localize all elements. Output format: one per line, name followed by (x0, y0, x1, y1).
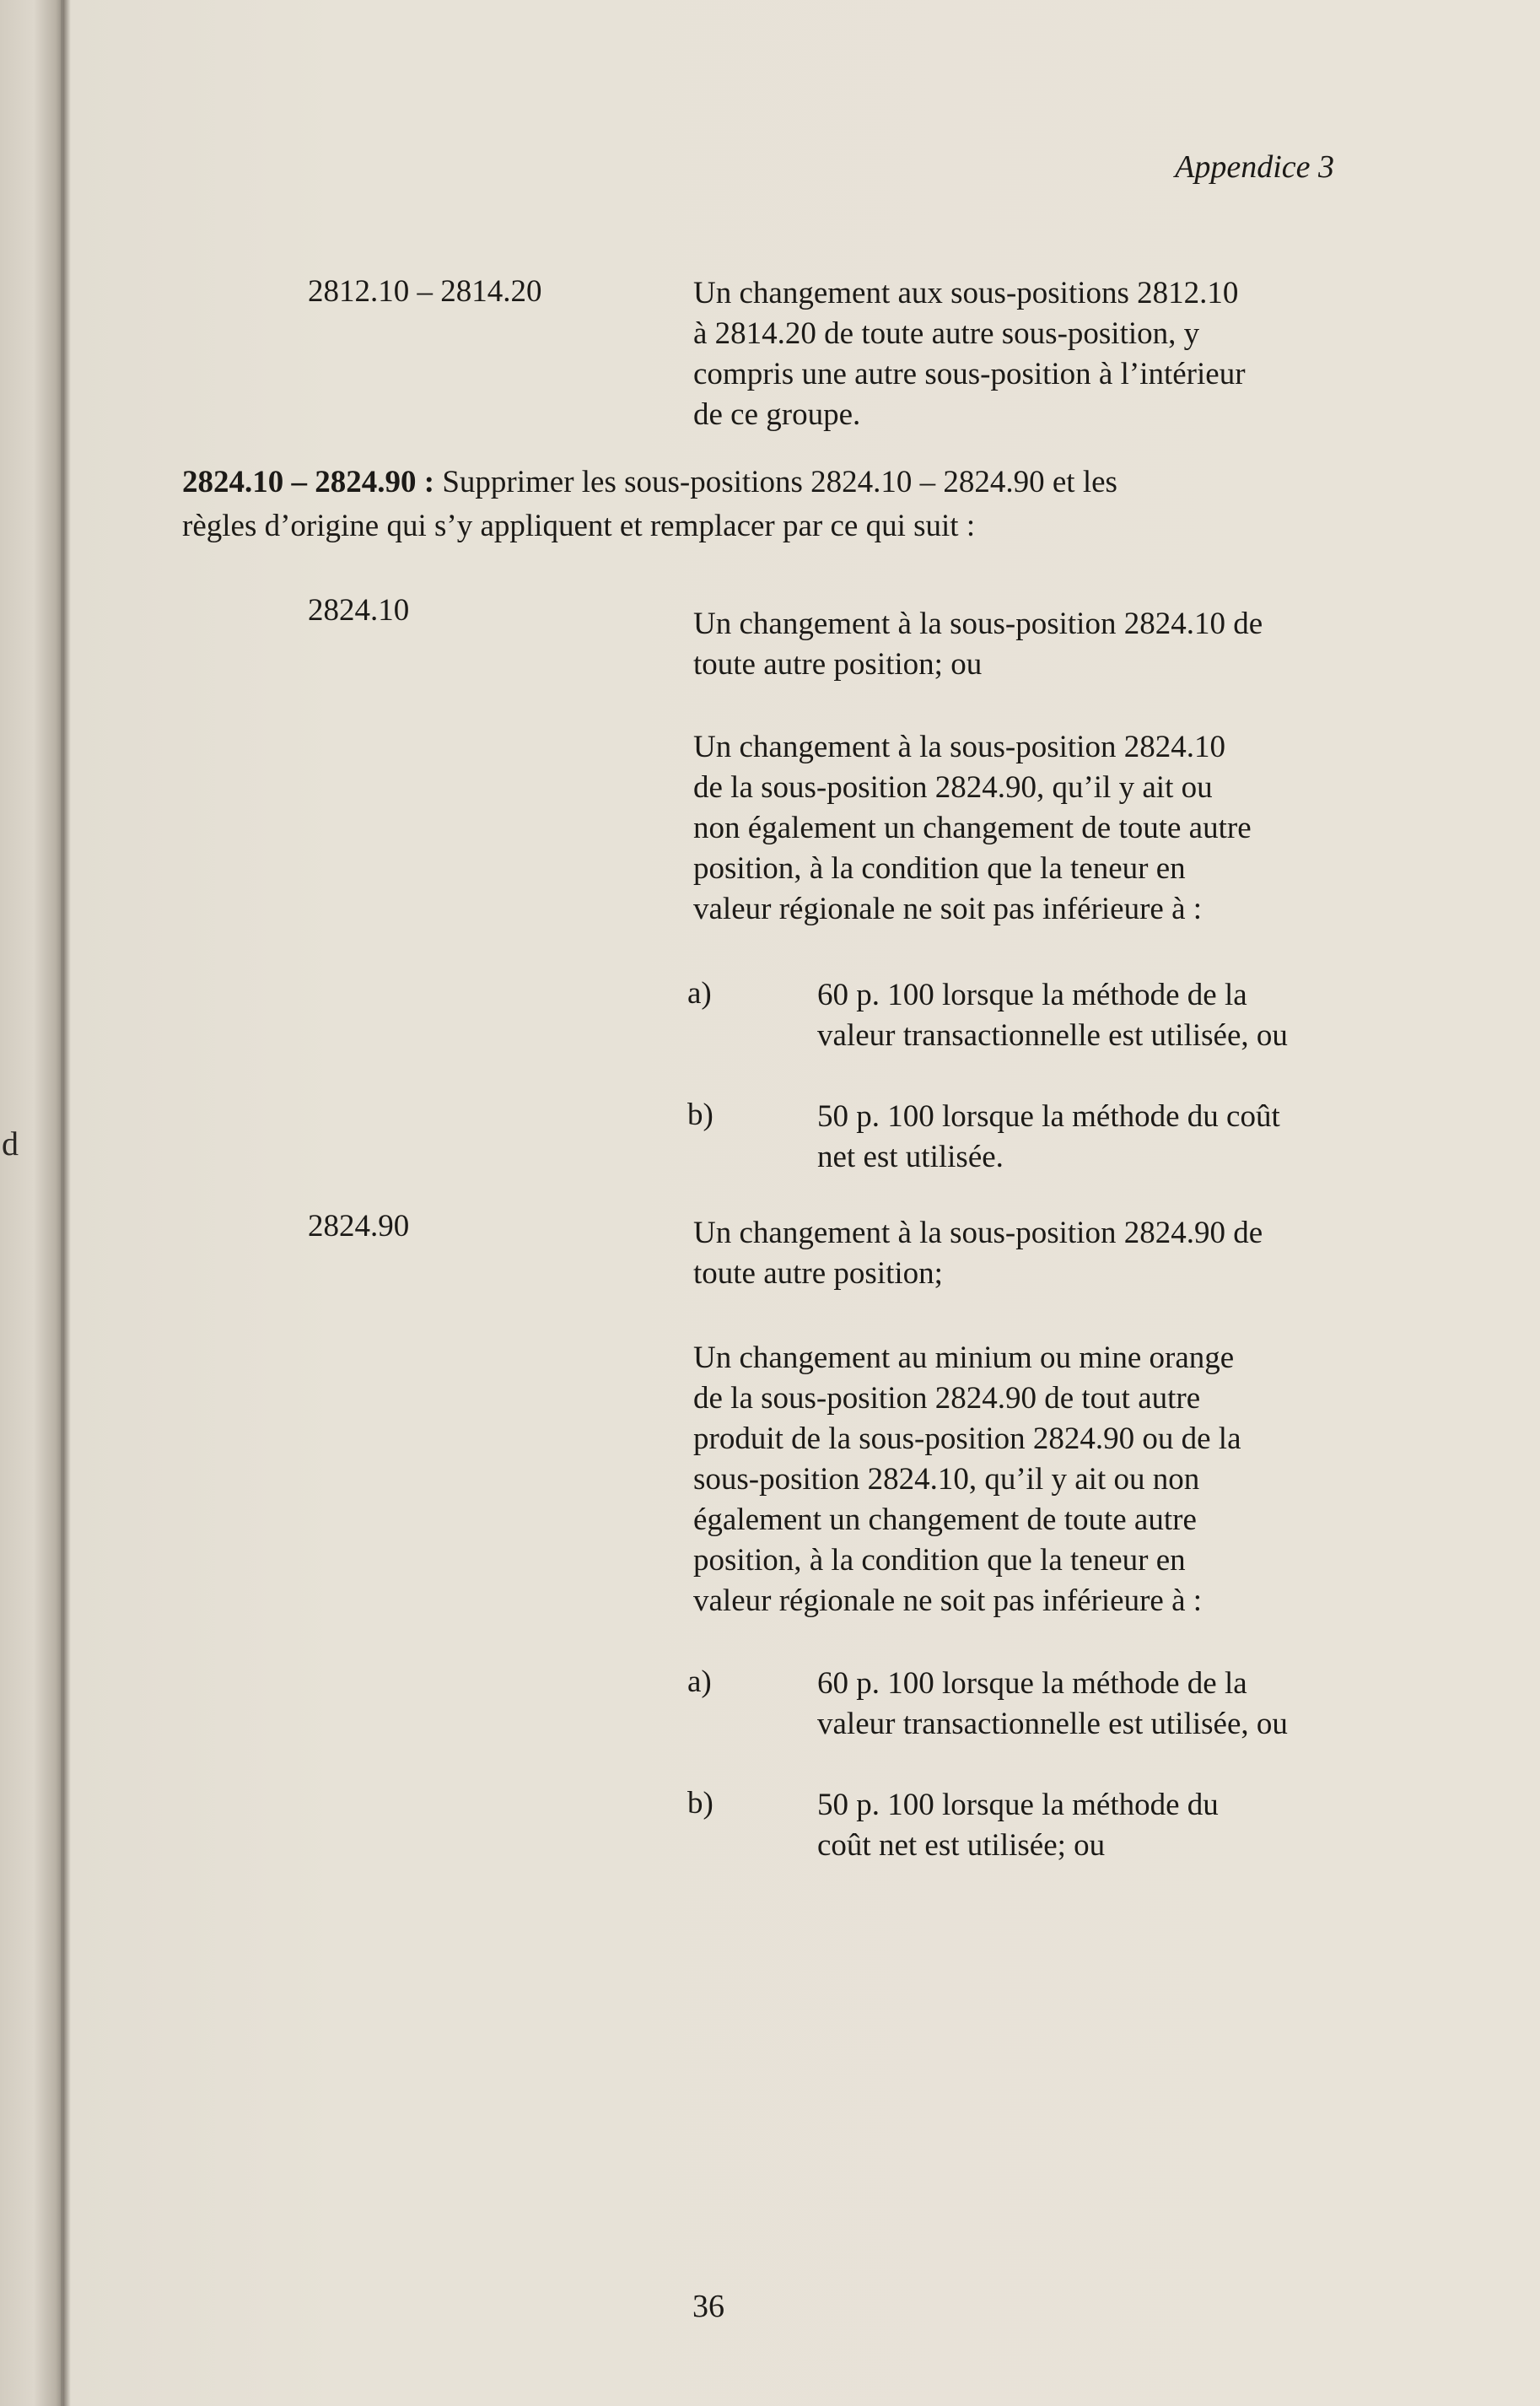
item-a-text (817, 975, 1288, 1056)
text-line: compris une autre sous-position à l’intérieur (693, 357, 1246, 391)
text-line: valeur transactionnelle est utilisée, ou (817, 1707, 1288, 1741)
text-line: toute autre position; (693, 1256, 943, 1291)
item-letter-b: b) (687, 1786, 713, 1821)
text-line: 50 p. 100 lorsque la méthode du coût (817, 1099, 1280, 1134)
amendment-text: Supprimer les sous-positions 2824.10 – 2824.90 et les (434, 465, 1117, 499)
amendment-line-2: règles d’origine qui s’y appliquent et remplacer par ce qui suit : (182, 509, 976, 543)
text-line: Un changement au minium ou mine orange (693, 1341, 1235, 1375)
item-b-text (817, 1785, 1219, 1866)
text-line: coût net est utilisée; ou (817, 1828, 1106, 1863)
text-line: Un changement à la sous-position 2824.10 (693, 730, 1225, 764)
text-line: net est utilisée. (817, 1140, 1004, 1174)
item-a-text (817, 1664, 1288, 1745)
item-b-text (817, 1097, 1280, 1178)
text-line: de ce groupe. (693, 397, 861, 432)
text-line: valeur transactionnelle est utilisée, ou (817, 1018, 1288, 1053)
rule-code-2824-90: 2824.90 (308, 1209, 410, 1243)
running-header: Appendice 3 (1175, 149, 1334, 185)
rule-text-2812 (693, 273, 1360, 435)
text-line: Un changement aux sous-positions 2812.10 (693, 276, 1239, 310)
text-line: non également un changement de toute autre (693, 811, 1252, 845)
item-letter-a: a) (687, 1664, 712, 1699)
text-line: position, à la condition que la teneur en (693, 851, 1186, 886)
text-line: 60 p. 100 lorsque la méthode de la (817, 978, 1247, 1012)
rule-code-2812: 2812.10 – 2814.20 (308, 274, 542, 309)
text-line: de la sous-position 2824.90, qu’il y ait ou (693, 770, 1213, 805)
text-line: valeur régionale ne soit pas inférieure à : (693, 892, 1203, 926)
text-line: Un changement à la sous-position 2824.90 de (693, 1216, 1263, 1250)
text-line: produit de la sous-position 2824.90 ou de la (693, 1421, 1241, 1456)
text-line: toute autre position; ou (693, 647, 983, 682)
text-line: 60 p. 100 lorsque la méthode de la (817, 1666, 1247, 1701)
text-line: Un changement à la sous-position 2824.10 de (693, 607, 1263, 641)
text-line: à 2814.20 de toute autre sous-position, y (693, 316, 1200, 351)
rule-2824-90-para-1 (693, 1213, 1360, 1294)
page-number: 36 (692, 2289, 724, 2324)
margin-bleed-text: d (2, 1125, 19, 1163)
book-gutter (61, 0, 64, 2406)
item-letter-a: a) (687, 976, 712, 1011)
text-line: sous-position 2824.10, qu’il y ait ou non (693, 1462, 1200, 1497)
text-line: 50 p. 100 lorsque la méthode du (817, 1788, 1219, 1822)
amendment-line-1 (182, 462, 1117, 503)
item-letter-b: b) (687, 1098, 713, 1132)
amendment-code: 2824.10 – 2824.90 : (182, 465, 435, 499)
text-line: position, à la condition que la teneur en (693, 1543, 1186, 1578)
rule-2824-10-para-2 (693, 727, 1360, 930)
rule-2824-10-para-1 (693, 604, 1360, 685)
rule-2824-90-para-2 (693, 1338, 1360, 1621)
text-line: de la sous-position 2824.90 de tout autre (693, 1381, 1201, 1416)
text-line: valeur régionale ne soit pas inférieure à : (693, 1583, 1203, 1618)
rule-code-2824-10: 2824.10 (308, 593, 410, 628)
text-line: également un changement de toute autre (693, 1502, 1197, 1537)
